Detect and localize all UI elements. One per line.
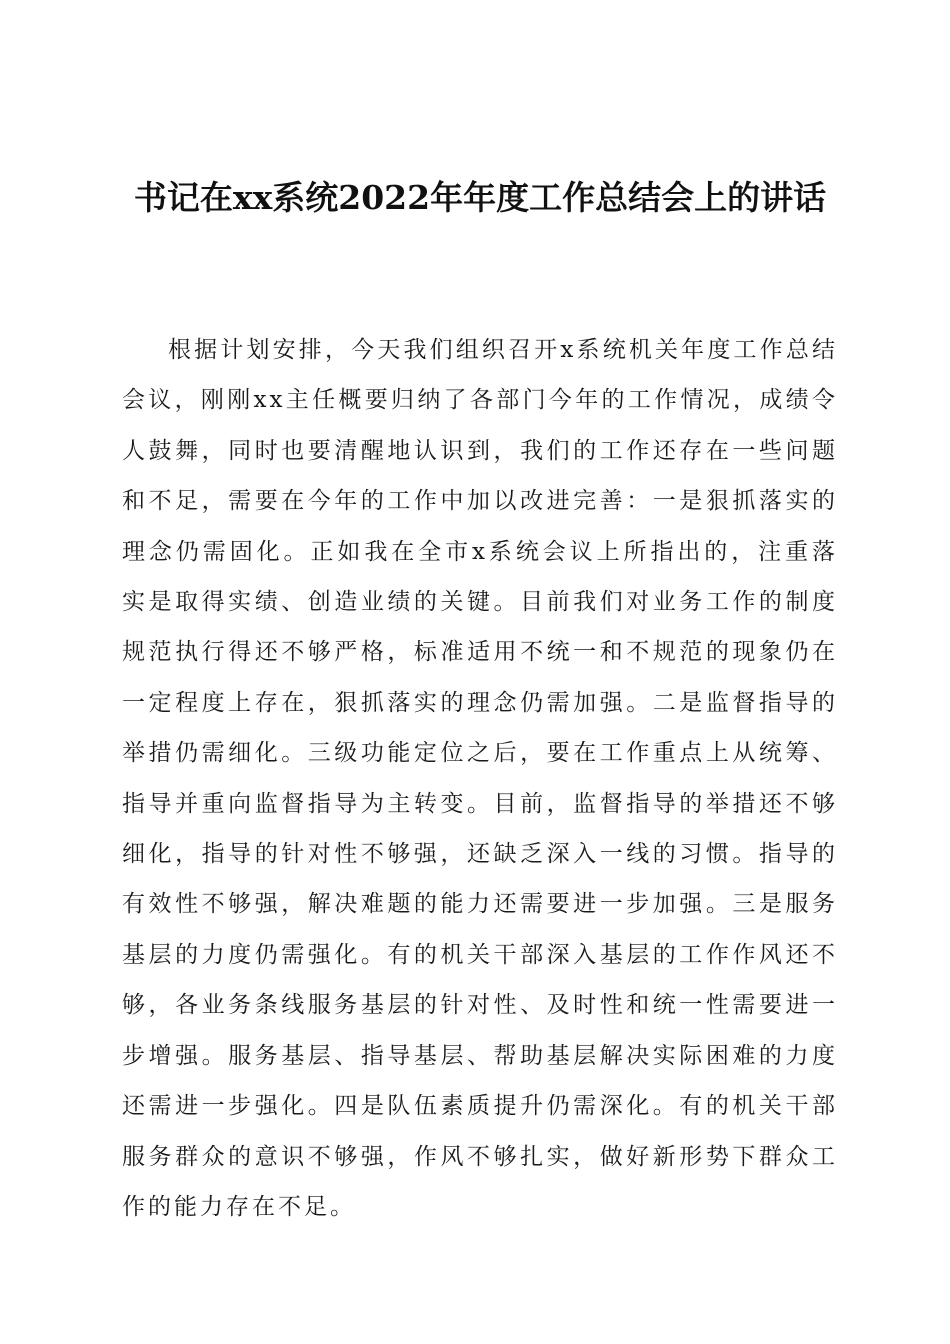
body-paragraph: 根据计划安排，今天我们组织召开x系统机关年度工作总结会议，刚刚xx主任概要归纳了各部门今年的工作情况，成绩令人鼓舞，同时也要清醒地认识到，我们的工作还存在一些问题和不足，需要在今年的工作中加以改进完善：一是狠抓落实的理念仍需固化。正如我在全市x系统会议上所指出的，注重落实是取得实绩、创造业绩的关键。目前我们对业务工作的制度规范执行得还不够严格，标准适用不统一和不规范的现象仍在一定程度上存在，狠抓落实的理念仍需加强。二是监督指导的举措仍需细化。三级功能定位之后，要在工作重点上从统筹、指导并重向监督指导为主转变。目前，监督指导的举措还不够细化，指导的针对性不够强，还缺乏深入一线的习惯。指导的有效性不够强，解决难题的能力还需要进一步加强。三是服务基层的力度仍需强化。有的机关干部深入基层的工作作风还不够，各业务条线服务基层的针对性、及时性和统一性需要进一步增强。服务基层、指导基层、帮助基层解决实际困难的力度还需进一步强化。四是队伍素质提升仍需深化。有的机关干部服务群众的意识不够强，作风不够扎实，做好新形势下群众工作的能力存在不足。 bbox=[122, 337, 838, 1220]
document-title: 书记在xx系统2022年年度工作总结会上的讲话 bbox=[133, 178, 827, 217]
